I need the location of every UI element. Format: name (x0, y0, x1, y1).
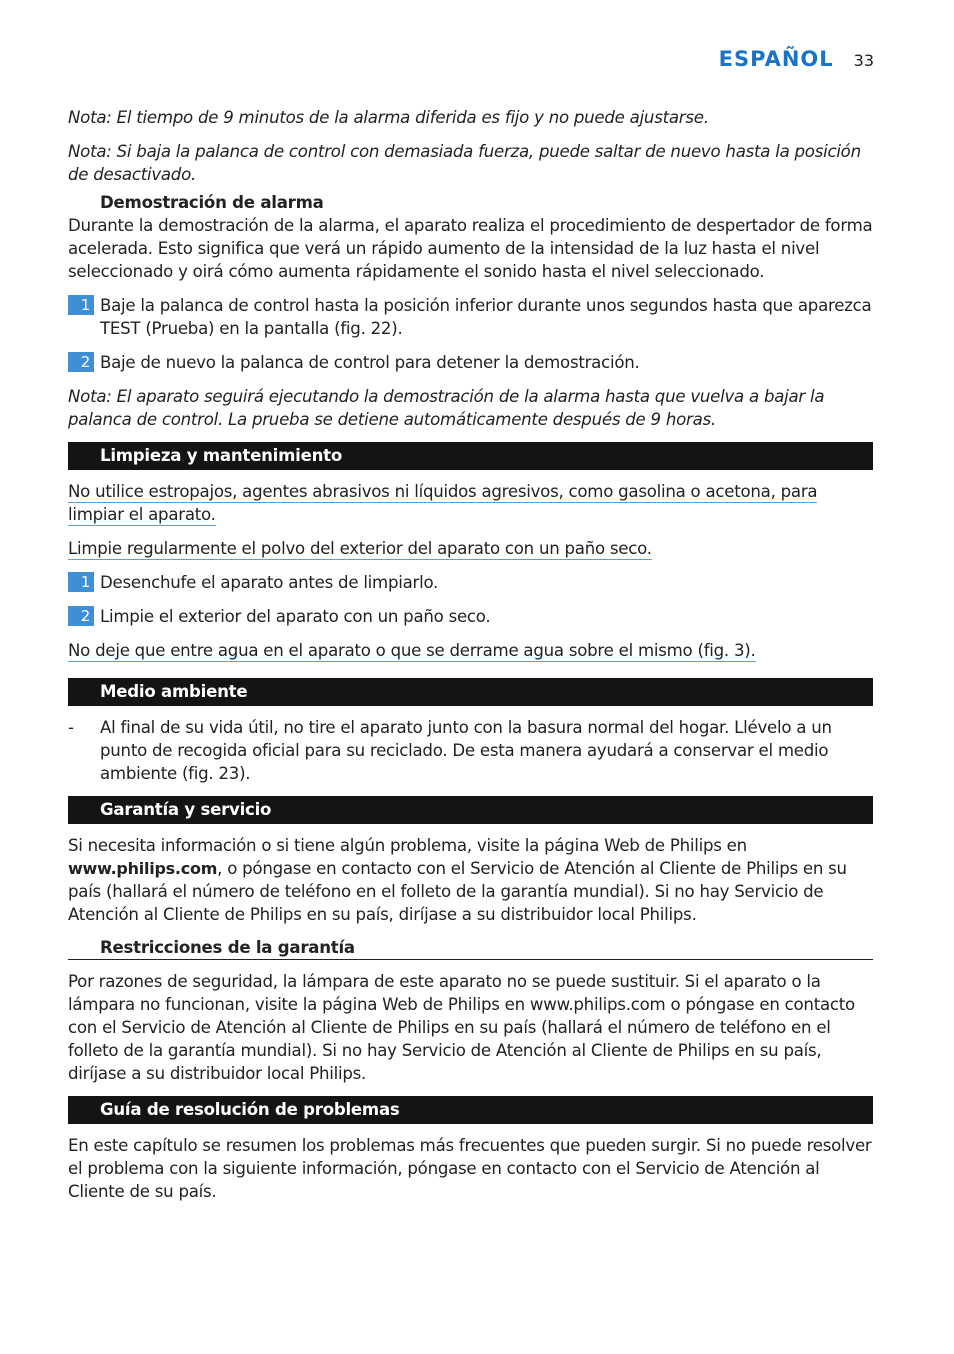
demo-step (68, 351, 873, 374)
step-number-badge: 1 (68, 295, 94, 315)
note-label: Nota: (68, 142, 112, 161)
dash-marker: - (68, 718, 74, 737)
underlined-text: Limpie regularmente el polvo del exterior del aparato con un paño seco. (68, 539, 652, 558)
demo-step (68, 294, 873, 340)
step-text: Baje de nuevo la palanca de control para detener la demostración. (100, 353, 640, 372)
note-label: Nota: (68, 387, 112, 406)
note-lever (68, 140, 873, 186)
cleaning-step (68, 571, 873, 594)
page-content (68, 106, 873, 1214)
step-text: Limpie el exterior del aparato con un paño seco. (100, 607, 491, 626)
language-label: ESPAÑOL (718, 47, 834, 71)
cleaning-step (68, 605, 873, 628)
note-label: Nota: (68, 108, 112, 127)
section-bar-cleaning: Limpieza y mantenimiento (68, 442, 873, 470)
section-title-restrictions: Restricciones de la garantía (68, 937, 873, 960)
demo-intro: Durante la demostración de la alarma, el aparato realiza el procedimiento de despertador de forma acelerada. Esto significa que verá un rápido aumento de la intensidad de la luz hasta el nivel seleccionado y oirá cómo aumenta rápidamente el sonido hasta el nivel seleccionado. (68, 216, 873, 281)
section-title-demo: Demostración de alarma (100, 193, 324, 212)
warranty-text (68, 834, 873, 926)
step-number-badge: 2 (68, 352, 94, 372)
note-text: El tiempo de 9 minutos de la alarma diferida es fijo y no puede ajustarse. (111, 108, 709, 127)
page-number: 33 (853, 51, 874, 70)
step-number-badge: 2 (68, 606, 94, 626)
warranty-text-start: Si necesita información o si tiene algún problema, visite la página Web de Philips en (68, 836, 747, 855)
troubleshooting-text: En este capítulo se resumen los problemas más frecuentes que pueden surgir. Si no puede resolver el problema con la siguiente información, póngase en contacto con el Servicio de Atención al Cliente de su país. (68, 1136, 872, 1201)
restrictions-text: Por razones de seguridad, la lámpara de este aparato no se puede sustituir. Si el aparato o la lámpara no funcionan, visite la página Web de Philips en www.philips.com o póngase en contacto con el Servicio de Atención al Cliente de Philips en su país (hallará el número de teléfono en el folleto de la garantía mundial). Si no hay Servicio de Atención al Cliente de Philips en su país, diríjase a su distribuidor local Philips. (68, 972, 855, 1083)
section-bar-warranty: Garantía y servicio (68, 796, 873, 824)
step-number-badge: 1 (68, 572, 94, 592)
step-text: Baje la palanca de control hasta la posición inferior durante unos segundos hasta que aparezca TEST (Prueba) en la pantalla (fig. 22). (100, 296, 872, 338)
cleaning-warning (68, 480, 873, 526)
cleaning-warning (68, 639, 873, 662)
step-text: Desenchufe el aparato antes de limpiarlo. (100, 573, 439, 592)
section-bar-environment: Medio ambiente (68, 678, 873, 706)
warranty-text-end: , o póngase en contacto con el Servicio de Atención al Cliente de Philips en su país (hallará el número de teléfono en el folleto de la garantía mundial). Si no hay Servicio de Atención al Cliente de Philips en su país, diríjase a su distribuidor local Philips. (68, 859, 847, 924)
philips-url: www.philips.com (68, 859, 218, 878)
underlined-text: No deje que entre agua en el aparato o que se derrame agua sobre el mismo (fig. 3). (68, 641, 756, 660)
cleaning-warning (68, 537, 873, 560)
note-text: Si baja la palanca de control con demasiada fuerza, puede saltar de nuevo hasta la posición de desactivado. (68, 142, 861, 184)
underlined-text: No utilice estropajos, agentes abrasivos ni líquidos agresivos, como gasolina o acetona, para limpiar el aparato. (68, 482, 818, 524)
note-demo (68, 385, 873, 431)
note-snooze (68, 106, 873, 129)
environment-bullet (68, 716, 873, 785)
page-header (719, 47, 874, 71)
environment-text: Al final de su vida útil, no tire el aparato junto con la basura normal del hogar. Llévelo a un punto de recogida oficial para su reciclado. De esta manera ayudará a conservar el medio ambiente (fig. 23). (100, 718, 832, 783)
note-text: El aparato seguirá ejecutando la demostración de la alarma hasta que vuelva a bajar la palanca de control. La prueba se detiene automáticamente después de 9 horas. (68, 387, 825, 429)
section-bar-troubleshooting: Guía de resolución de problemas (68, 1096, 873, 1124)
